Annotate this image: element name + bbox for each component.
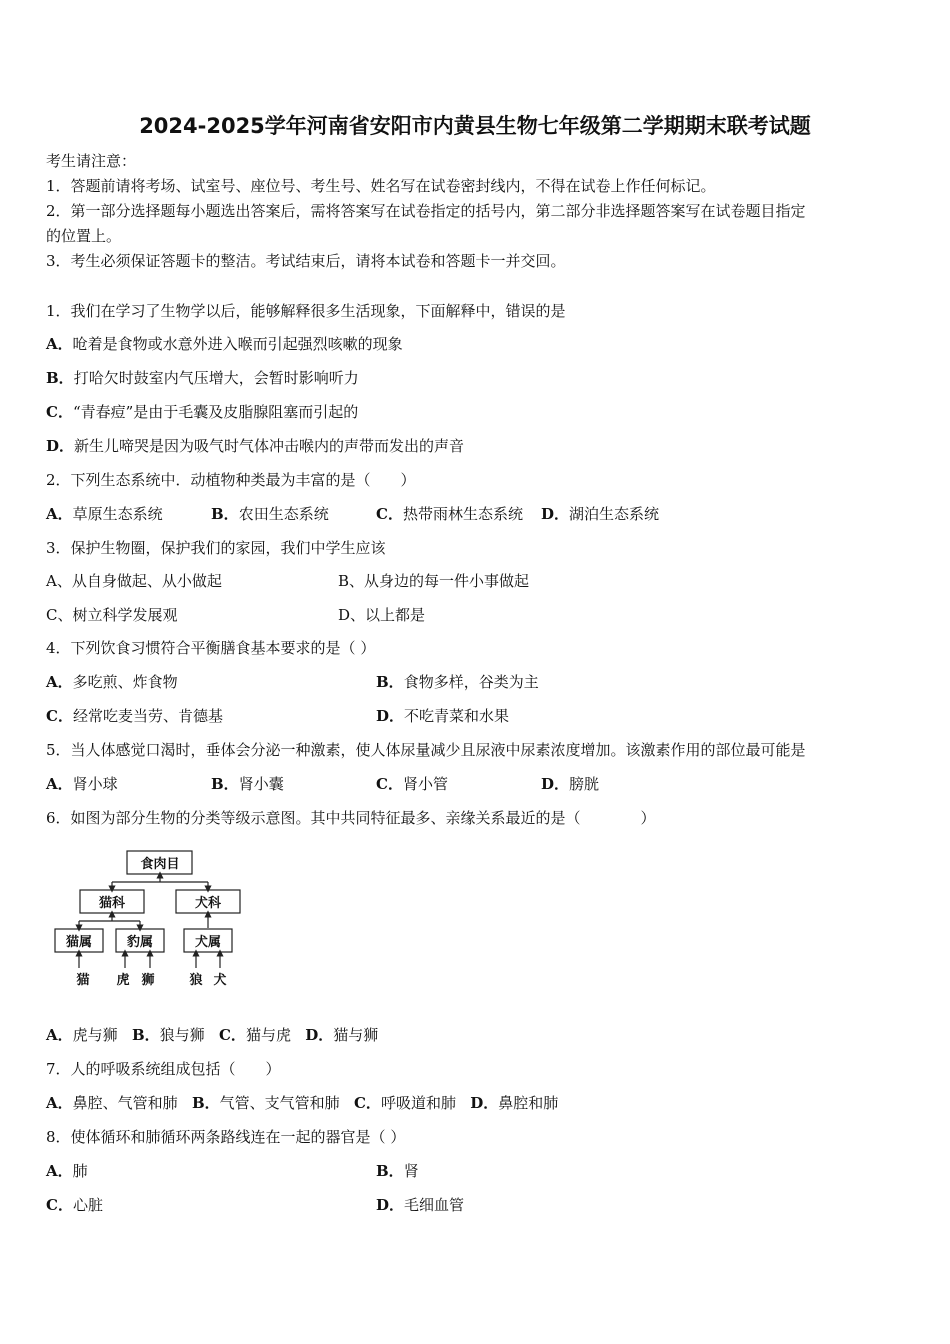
option-row: A．虎与狮 B．狼与狮 C．猫与虎 D．猫与狮 bbox=[46, 1026, 379, 1044]
option: D．膀胱 bbox=[541, 775, 600, 793]
option: D．新生儿啼哭是因为吸气时气体冲击喉内的声带而发出的声音 bbox=[46, 437, 465, 455]
option: D．湖泊生态系统 bbox=[541, 505, 660, 523]
diagram-species-label: 虎 bbox=[116, 973, 130, 988]
option: A．多吃煎、炸食物 bbox=[46, 673, 178, 691]
option: C．肾小管 bbox=[376, 775, 448, 793]
option: D、以上都是 bbox=[338, 606, 426, 624]
option: A．呛着是食物或水意外进入喉而引起强烈咳嗽的现象 bbox=[46, 335, 403, 353]
option: A．肺 bbox=[46, 1162, 88, 1180]
diagram-species-label: 猫 bbox=[76, 973, 90, 988]
option: B．肾 bbox=[376, 1162, 419, 1180]
diagram-order-label: 食肉目 bbox=[140, 857, 180, 872]
notice-heading: 考生请注意： bbox=[46, 152, 137, 170]
diagram-genus-label: 猫属 bbox=[65, 935, 93, 950]
page-title: 2024-2025学年河南省安阳市内黄县生物七年级第二学期期末联考试题 bbox=[139, 114, 811, 138]
diagram-species-label: 狼 bbox=[189, 973, 203, 988]
option: C．心脏 bbox=[46, 1196, 103, 1214]
notice-item: 2．第一部分选择题每小题选出答案后，需将答案写在试卷指定的括号内，第二部分非选择题答案写在试卷题目指定 bbox=[46, 202, 806, 220]
question-stem: 6．如图为部分生物的分类等级示意图。其中共同特征最多、亲缘关系最近的是（ ） bbox=[46, 809, 656, 827]
option: C、树立科学发展观 bbox=[46, 606, 178, 624]
option: D．不吃青菜和水果 bbox=[376, 707, 510, 725]
question-stem: 2．下列生态系统中．动植物种类最为丰富的是（ ） bbox=[46, 471, 416, 489]
option: B．农田生态系统 bbox=[211, 505, 329, 523]
notice-item: 3．考生必须保证答题卡的整洁。考试结束后，请将本试卷和答题卡一并交回。 bbox=[46, 252, 566, 270]
diagram-family-label: 犬科 bbox=[194, 896, 222, 911]
question-stem: 1．我们在学习了生物学以后，能够解释很多生活现象，下面解释中，错误的是 bbox=[46, 302, 566, 320]
diagram-species-label: 狮 bbox=[141, 973, 155, 988]
option: C．经常吃麦当劳、肯德基 bbox=[46, 707, 223, 725]
question-stem: 7．人的呼吸系统组成包括（ ） bbox=[46, 1060, 281, 1078]
question-stem: 5．当人体感觉口渴时，垂体会分泌一种激素，使人体尿量减少且尿液中尿素浓度增加。该激素作用的部位最可能是 bbox=[46, 741, 806, 759]
option: C．“青春痘”是由于毛囊及皮脂腺阻塞而引起的 bbox=[46, 403, 359, 421]
option: A．肾小球 bbox=[46, 775, 118, 793]
diagram-genus-label: 豹属 bbox=[126, 935, 154, 950]
diagram-species-label: 犬 bbox=[213, 973, 227, 988]
option: B．肾小囊 bbox=[211, 775, 284, 793]
option: A、从自身做起、从小做起 bbox=[46, 572, 222, 590]
option: C．热带雨林生态系统 bbox=[376, 505, 523, 523]
notice-item: 的位置上。 bbox=[46, 227, 122, 245]
classification-diagram bbox=[50, 848, 250, 993]
question-stem: 4．下列饮食习惯符合平衡膳食基本要求的是（ ） bbox=[46, 639, 376, 657]
option: B．打哈欠时鼓室内气压增大，会暂时影响听力 bbox=[46, 369, 359, 387]
diagram-family-label: 猫科 bbox=[98, 896, 126, 911]
option: B．食物多样，谷类为主 bbox=[376, 673, 539, 691]
notice-item: 1．答题前请将考场、试室号、座位号、考生号、姓名写在试卷密封线内，不得在试卷上作任何标记。 bbox=[46, 177, 716, 195]
option-row: A．鼻腔、气管和肺 B．气管、支气管和肺 C．呼吸道和肺 D．鼻腔和肺 bbox=[46, 1094, 559, 1112]
option: D．毛细血管 bbox=[376, 1196, 465, 1214]
diagram-genus-label: 犬属 bbox=[194, 935, 222, 950]
question-stem: 3．保护生物圈，保护我们的家园，我们中学生应该 bbox=[46, 539, 386, 557]
option: A．草原生态系统 bbox=[46, 505, 163, 523]
question-stem: 8．使体循环和肺循环两条路线连在一起的器官是（ ） bbox=[46, 1128, 406, 1146]
option: B、从身边的每一件小事做起 bbox=[338, 572, 530, 590]
